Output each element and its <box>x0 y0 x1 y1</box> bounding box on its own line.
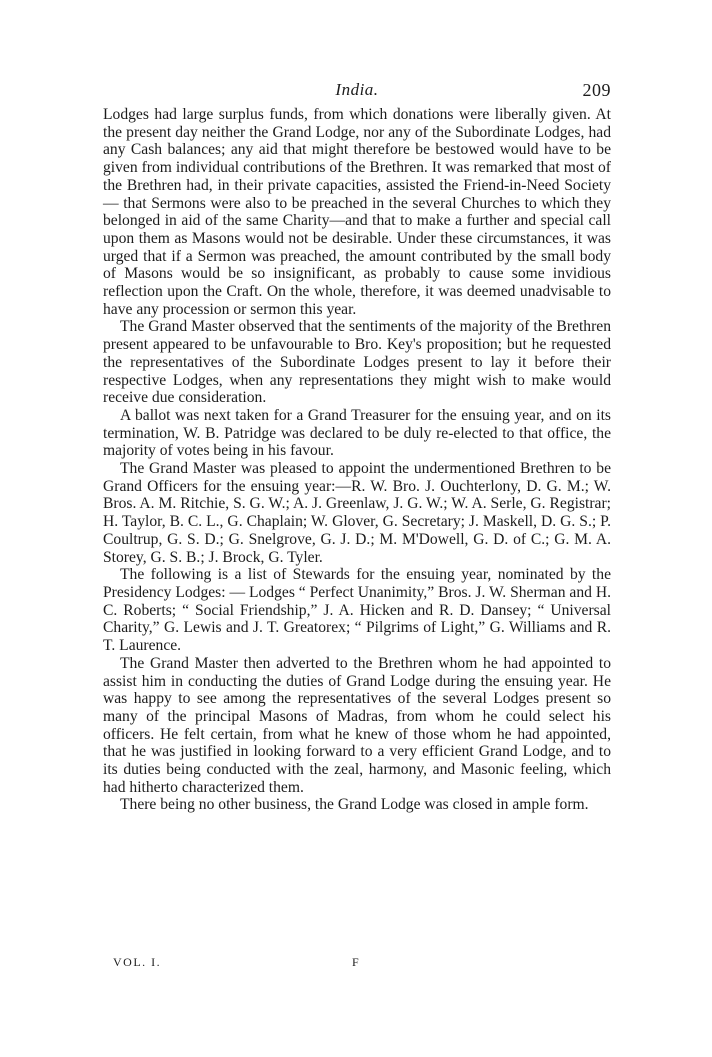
running-title: India. <box>335 80 379 99</box>
paragraph-grand-master-address: The Grand Master then adverted to the Brethren whom he had appointed to assist him in conducting the duties of Grand Lodge during the ensuing year. He was happy to see among the representatives of the several Lodges present so many of the principal Masons of Madras, from whom he could select his officers. He felt certain, from what he knew of those whom he had appointed, that he was justified in looking forward to a very efficient Grand Lodge, and to its duties being conducted with the zeal, harmony, and Masonic feeling, which had hitherto characterized them. <box>103 654 611 796</box>
page-number: 209 <box>582 80 611 100</box>
paragraph-grand-master-observation: The Grand Master observed that the sentiments of the majority of the Brethren present appeared to be unfavourable to Bro. Key's proposition; but he requested the representatives of the Subordinate Lodges present to lay it before their respective Lodges, when any representations they might wish to make would receive due consideration. <box>103 318 611 407</box>
paragraph-closing: There being no other business, the Grand Lodge was closed in ample form. <box>120 796 589 814</box>
paragraph-treasurer-ballot: A ballot was next taken for a Grand Treasurer for the ensuing year, and on its termination, W. B. Patridge was declared to be duly re-elected to that office, the majority of votes being in his favour. <box>103 406 611 460</box>
volume-footer: VOL. I. <box>113 955 162 969</box>
paragraph-stewards: The following is a list of Stewards for the ensuing year, nominated by the Presidency Lodges: — Lodges “ Perfect Unanimity,” Bros. J. W. Sherman and H. C. Roberts; “ Social Friendship,” J. A. Hicken and R. D. Dansey; “ Universal Charity,” G. Lewis and J. T. Greatorex; “ Pilgrims of Light,” G. Williams and R. T. Laurence. <box>103 566 611 655</box>
paragraph-grand-officers: The Grand Master was pleased to appoint the undermentioned Brethren to be Grand Officers for the ensuing year:—R. W. Bro. J. Ouchterlony, D. G. M.; W. Bros. A. M. Ritchie, S. G. W.; A. J. Greenlaw, J. G. W.; W. A. Serle, G. Registrar; H. Taylor, B. C. L., G. Chaplain; W. Glover, G. Secretary; J. Maskell, D. G. S.; P. Coultrup, G. S. D.; G. Snelgrove, G. J. D.; M. M'Dowell, G. D. of C.; G. M. A. Storey, G. S. B.; J. Brock, G. Tyler. <box>103 460 611 566</box>
body-text <box>103 106 611 814</box>
paragraph-donations: Lodges had large surplus funds, from which donations were liberally given. At the present day neither the Grand Lodge, nor any of the Subordinate Lodges, had any Cash balances; any aid that might therefore be bestowed would have to be given from individual contributions of the Brethren. It was remarked that most of the Brethren had, in their private capacities, assisted the Friend-in-Need Society — that Sermons were also to be preached in the several Churches to which they belonged in aid of the same Charity—and that to make a further and special call upon them as Masons would not be desirable. Under these circumstances, it was urged that if a Sermon was preached, the amount contributed by the small body of Masons would be so insignificant, as probably to cause some invidious reflection upon the Craft. On the whole, therefore, it was deemed unadvisable to have any procession or sermon this year. <box>103 106 611 318</box>
signature-mark: F <box>352 955 359 969</box>
running-head <box>103 80 611 104</box>
